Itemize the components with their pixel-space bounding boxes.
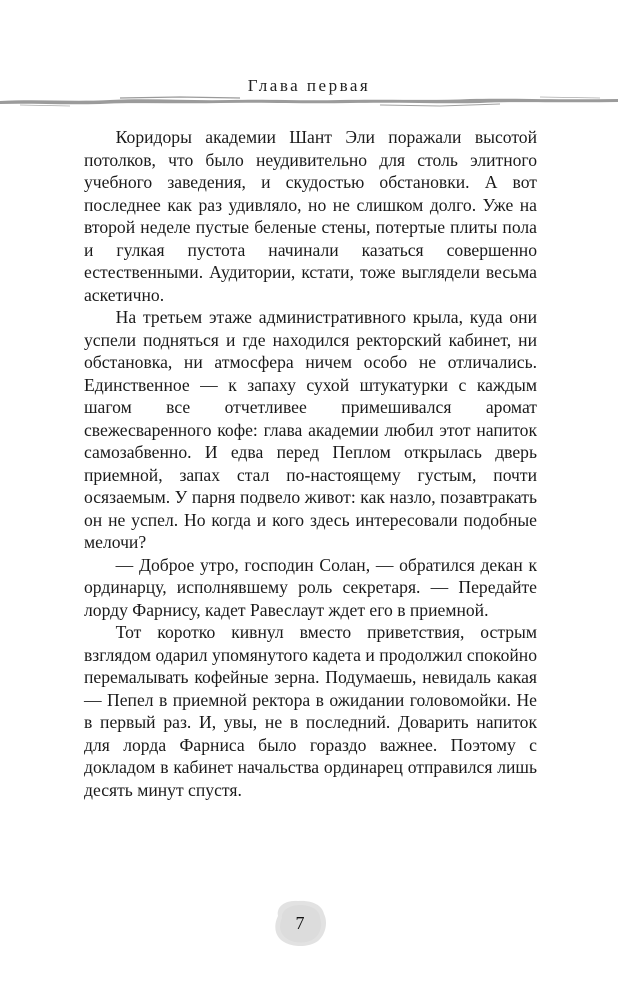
page-number: 7	[295, 913, 305, 933]
paragraph: На третьем этаже административного крыла, куда они успели подняться и где находился ректорский кабинет, ни обстановка, ни атмосфера ничем особо не отличались. Единственное — к запаху сухой штукатурки с каждым шагом все отчетливее примешивался аромат свежесваренного кофе: глава академии любил этот напиток самозабвенно. И едва перед Пеплом открылась дверь приемной, запах стал по-настоящему густым, почти осязаемым. У парня подвело живот: как назло, позавтракать он не успел. Но когда и кого здесь интересовали подобные мелочи?	[84, 307, 537, 552]
page-number-badge	[270, 896, 330, 950]
paragraph: Тот коротко кивнул вместо приветствия, острым взглядом одарил упомянутого кадета и продолжил спокойно перемалывать кофейные зерна. Подумаешь, невидаль какая — Пепел в приемной ректора в ожидании головомойки. Не в первый раз. И, увы, не в последний. Доварить напиток для лорда Фарниса было гораздо важнее. Поэтому с докладом в кабинет начальства ординарец отправился лишь десять минут спустя.	[84, 622, 537, 800]
body-text	[84, 126, 537, 801]
chapter-title: Глава первая	[247, 76, 371, 95]
decorative-brush-line	[0, 88, 618, 110]
paragraph: — Доброе утро, господин Солан, — обратился декан к ординарцу, исполнявшему роль секретаря. — Передайте лорду Фарнису, кадет Равеслаут ждет его в приемной.	[84, 554, 537, 620]
paragraph: Коридоры академии Шант Эли поражали высотой потолков, что было неудивительно для столь элитного учебного заведения, и скудостью обстановки. А вот последнее как раз удивляло, но не слишком долго. Уже на второй неделе пустые беленые стены, потертые плиты пола и гулкая пустота начинали казаться совершенно естественными. Аудитории, кстати, тоже выглядели весьма аскетично.	[84, 127, 537, 305]
chapter-header	[0, 70, 618, 120]
